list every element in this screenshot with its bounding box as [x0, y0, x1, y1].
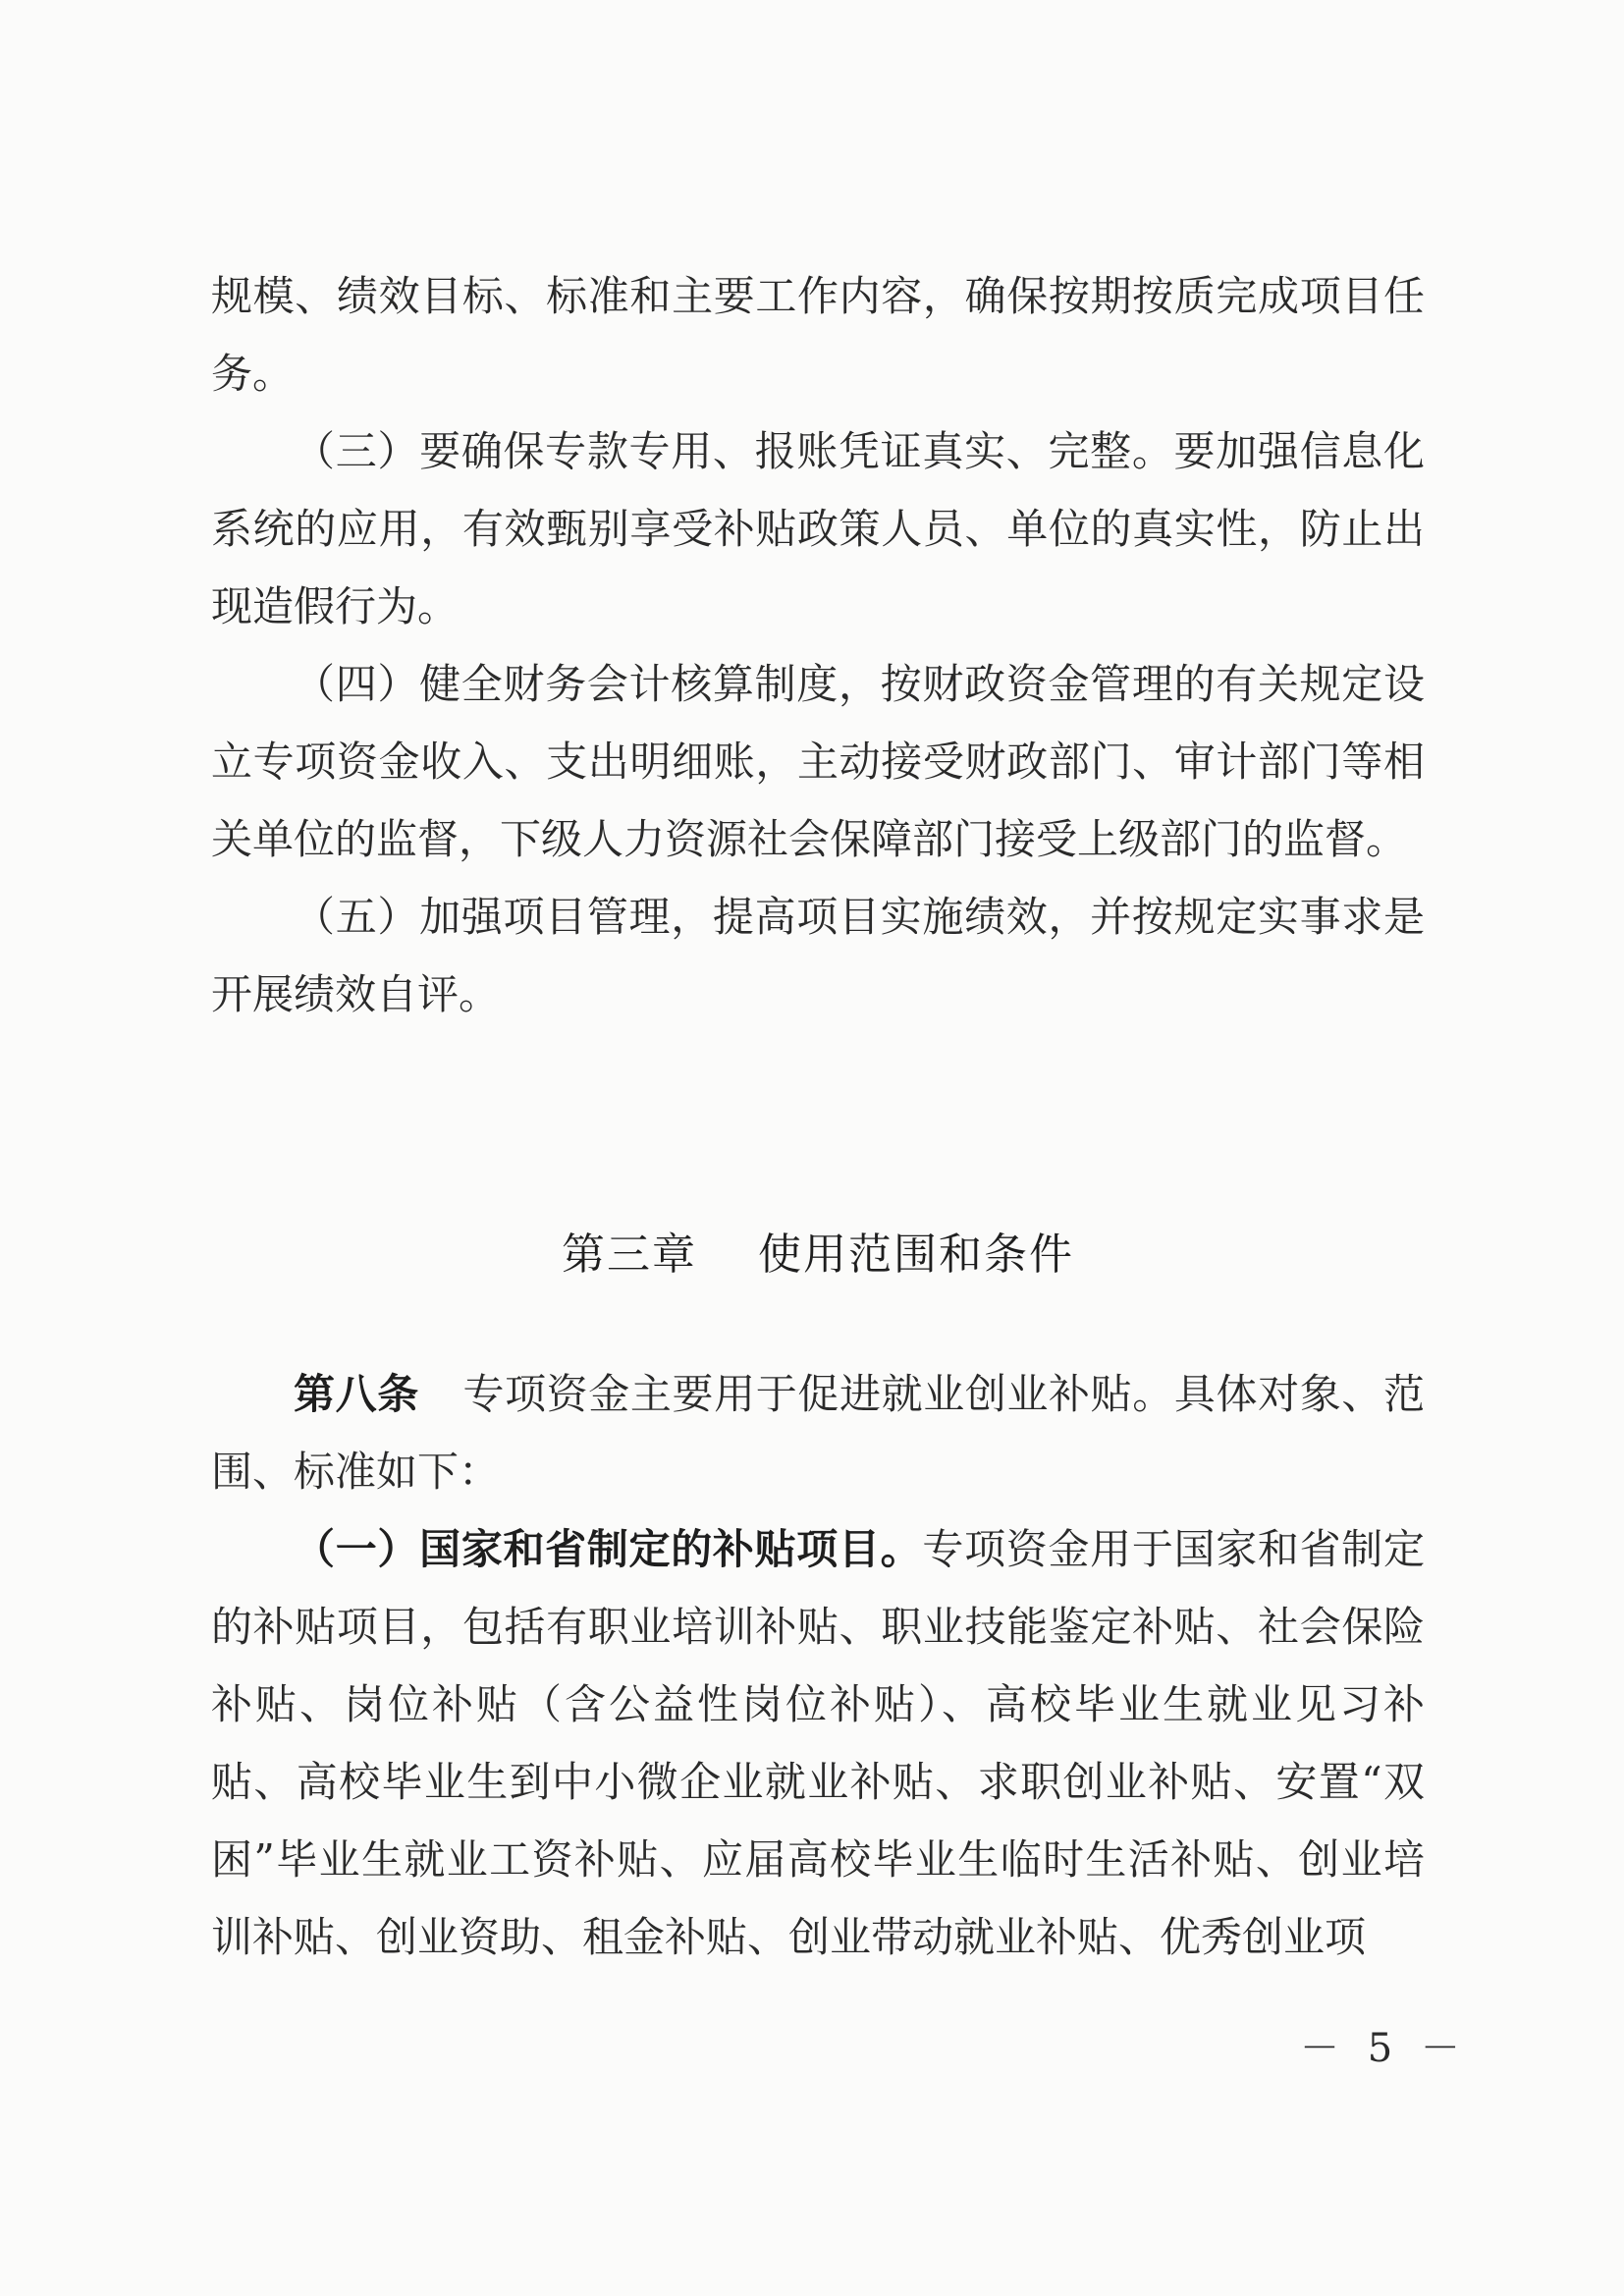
- paragraph-item-4: （四）健全财务会计核算制度，按财政资金管理的有关规定设立专项资金收入、支出明细账，主动接受财政部门、审计部门等相关单位的监督，下级人力资源社会保障部门接受上级部门的监督。: [211, 660, 1425, 863]
- paragraph-item-1: [211, 1510, 1425, 1976]
- paragraph-item-3: （三）要确保专款专用、报账凭证真实、完整。要加强信息化系统的应用，有效甄别享受补贴政策人员、单位的真实性，防止出现造假行为。: [211, 427, 1425, 630]
- chapter-title: 使用范围和条件: [758, 1230, 1074, 1280]
- body-text-top: [211, 257, 1425, 1033]
- article-8-paragraph: [211, 1355, 1425, 1510]
- item-lead: （一）国家和省制定的补贴项目。: [294, 1525, 923, 1573]
- article-label: 第八条: [294, 1370, 419, 1418]
- chapter-number: 第三章: [562, 1230, 697, 1280]
- article-text: 专项资金主要用于促进就业创业补贴。具体对象、范围、标准如下：: [211, 1370, 1425, 1496]
- item-text: 专项资金用于国家和省制定的补贴项目，包括有职业培训补贴、职业技能鉴定补贴、社会保险补贴、岗位补贴（含公益性岗位补贴）、高校毕业生就业见习补贴、高校毕业生到中小微企业就业补贴、求职创业补贴、安置“双困”毕业生就业工资补贴、应届高校毕业生临时生活补贴、创业培训补贴、创业资助、租金补贴、创业带动就业补贴、优秀创业项: [211, 1525, 1425, 1961]
- body-text-bottom: [211, 1355, 1425, 1976]
- paragraph-item-5: （五）加强项目管理，提高项目实施绩效，并按规定实事求是开展绩效自评。: [211, 893, 1425, 1018]
- page-number: － 5 －: [1300, 2026, 1468, 2071]
- paragraph-continuation: 规模、绩效目标、标准和主要工作内容，确保按期按质完成项目任务。: [211, 272, 1425, 398]
- chapter-heading: [211, 1221, 1425, 1289]
